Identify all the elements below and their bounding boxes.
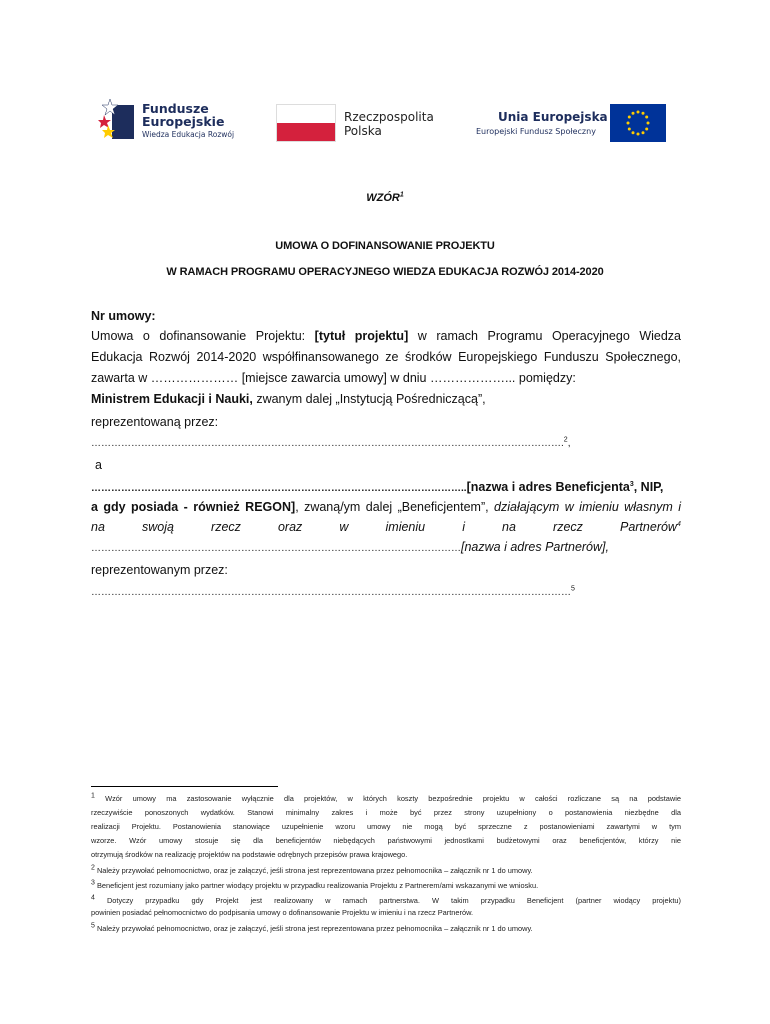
paragraph-intro-line3: zawarta w ………………… [miejsce zawarcia umowy] w dniu ………………... pomiędzy: [91, 371, 576, 385]
ue-line1: Unia Europejska [498, 110, 608, 124]
rp-line2: Polska [344, 124, 382, 138]
footnote-3: 3 Beneficjent jest rozumiany jako partner wiodący projektu w przypadku realizowania Projektu z Partnerem/ami wskazanymi we wniosku. [91, 879, 539, 890]
logo-unia-europejska [476, 104, 671, 144]
contract-number-label: Nr umowy: [91, 309, 156, 323]
represented-by-2: reprezentowanym przez: [91, 563, 228, 577]
beneficiary-line1: …………………………………………………………………………………………………..[nazwa i adres Beneficjenta$^3$, NIP, [91, 480, 664, 494]
wzor-heading: WZÓR$^1$ [366, 191, 404, 204]
footnote-5: 5 Należy przywołać pełnomocnictwo, oraz je załączyć, jeśli strona jest reprezentowana przez pełnomocnika – załącznik nr 1 do umowy. [91, 922, 533, 933]
partners-line: …………………………………………………………………………………………………[nazwa i adres Partnerów], [91, 540, 609, 554]
polish-flag-icon [276, 104, 336, 142]
footnote-separator [91, 786, 278, 787]
beneficiary-line3: na swoją rzecz oraz w imieniu i na rzecz Partnerów$^4$ [91, 520, 681, 534]
eu-flag-icon [610, 104, 666, 142]
fe-line1: Fundusze [142, 101, 209, 116]
footnote-2: 2 Należy przywołać pełnomocnictwo, oraz je załączyć, jeśli strona jest reprezentowana przez pełnomocnika – załącznik nr 1 do umowy. [91, 864, 533, 875]
represented-by-1: reprezentowaną przez: [91, 415, 219, 429]
logo-fundusze-europejskie [98, 97, 268, 145]
title-line1: UMOWA O DOFINANSOWANIE PROJEKTU [275, 240, 495, 252]
paragraph-intro-line1: Umowa o dofinansowanie Projektu: [tytuł projektu] w ramach Programu Operacyjnego Wiedza [91, 329, 682, 343]
paragraph-intro-line2: Edukacja Rozwój 2014-2020 współfinansowanego ze środków Europejskiego Funduszu Społecznego, [91, 350, 681, 364]
fe-line3: Wiedza Edukacja Rozwój [142, 130, 235, 139]
logo-rzeczpospolita-polska [276, 104, 456, 144]
title-line2: W RAMACH PROGRAMU OPERACYJNEGO WIEDZA EDUKACJA ROZWÓJ 2014-2020 [166, 266, 604, 278]
beneficiary-line2: a gdy posiada - również REGON], zwaną/ym dalej „Beneficjentem”, działającym w imieniu własnym i [91, 500, 681, 514]
footnote-1: 1 Wzór umowy ma zastosowanie wyłącznie dla projektów, w których koszty bezpośrednie projektu w całości rozliczane są na podstawie rzeczywiście ponoszonych wydatków. Stanowi minimalny zakres i może być przez strony uzupełniony o postanowienia niezbędne dla realizacji Projektu. Postanowienia stanowiące uzupełnienie wzoru umowy nie mogą być sprzeczne z postanowieniami zawartymi w tym wzorze. Wzór umowy stosuje się dla beneficjentów niebędących państwowymi jednostkami budżetowymi oraz beneficjentów, którzy nie otrzymują środków na realizację projektów na podstawie odrębnych przepisów prawa krajowego. [91, 792, 681, 859]
ue-line2: Europejski Fundusz Społeczny [476, 127, 596, 136]
institution-line: Ministrem Edukacji i Nauki, zwanym dalej „Instytucją Pośredniczącą”, [91, 392, 486, 406]
signatory-dots-1: …………………………………………………………………………………………………………………………….$^2$, [91, 436, 571, 449]
signatory-dots-2: ………………………………………………………………………………………………………………………………$^5$ [91, 585, 575, 598]
footnote-4: 4 Dotyczy przypadku gdy Projekt jest realizowany w ramach partnerstwa. W takim przypadku Beneficjent (partner wiodący projektu) powinien posiadać pełnomocnictwo do podpisania umowy o dofinansowanie Projektu w imieniu i na rzecz Partnerów. [91, 894, 681, 917]
fe-line2: Europejskie [142, 114, 225, 129]
rp-line1: Rzeczpospolita [344, 110, 434, 124]
and-word: a [95, 458, 102, 472]
fe-star-icon [98, 97, 136, 143]
